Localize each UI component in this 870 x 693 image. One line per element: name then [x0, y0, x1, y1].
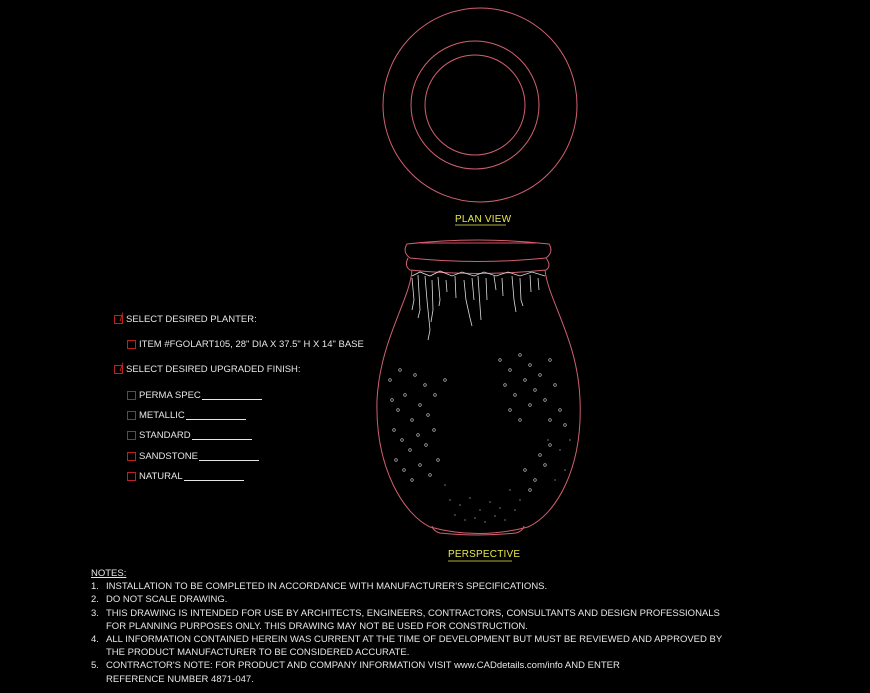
select-planter-checkbox[interactable] [114, 315, 123, 324]
finish-option-standard[interactable] [127, 430, 252, 441]
select-planter-label: SELECT DESIRED PLANTER: [126, 314, 257, 325]
fill-in-blank [186, 411, 246, 420]
finish-label: METALLIC [139, 410, 185, 421]
item-checkbox[interactable] [127, 340, 136, 349]
note-item: 5. CONTRACTOR'S NOTE: FOR PRODUCT AND COMPANY INFORMATION VISIT www.CADdetails.com/info AND ENTER REFERENCE NUMBER 4871-047. [91, 660, 620, 685]
finish-option-sandstone[interactable] [127, 451, 259, 462]
finish-option-natural[interactable] [127, 471, 244, 482]
note-item: 3. THIS DRAWING IS INTENDED FOR USE BY ARCHITECTS, ENGINEERS, CONTRACTORS, CONSULTANTS AND DESIGN PROFESSIONALS FOR PLANNING PURPOSES ONLY. THIS DRAWING MAY NOT BE USED FOR CONSTRUCTION. [91, 607, 720, 632]
finish-label: NATURAL [139, 471, 183, 482]
plan-inner-rim-circle [411, 41, 539, 169]
plan-view-drawing [383, 8, 577, 202]
standard-checkbox[interactable] [127, 431, 136, 440]
fill-in-blank [202, 391, 262, 400]
select-finish-label: SELECT DESIRED UPGRADED FINISH: [126, 364, 301, 375]
stone-speckle-texture [389, 354, 567, 492]
plan-opening-circle [425, 55, 525, 155]
fine-speckle-texture [444, 439, 570, 522]
fill-in-blank [192, 431, 252, 440]
finish-label: SANDSTONE [139, 451, 198, 462]
natural-checkbox[interactable] [127, 472, 136, 481]
fill-in-blank [184, 472, 244, 481]
select-finish-row[interactable] [114, 364, 301, 375]
note-item: 1. INSTALLATION TO BE COMPLETED IN ACCORDANCE WITH MANUFACTURER'S SPECIFICATIONS. [91, 581, 548, 593]
planter-body [377, 270, 580, 534]
metallic-checkbox[interactable] [127, 411, 136, 420]
sandstone-checkbox[interactable] [127, 452, 136, 461]
plan-outer-rim-circle [383, 8, 577, 202]
perspective-label: PERSPECTIVE [448, 549, 521, 560]
drip-glaze-detail [412, 271, 545, 340]
item-label: ITEM #FGOLART105, 28" DIA X 37.5" H X 14" BASE [139, 339, 364, 350]
perma-spec-checkbox[interactable] [127, 391, 136, 400]
note-item: 2. DO NOT SCALE DRAWING. [91, 594, 228, 606]
select-finish-checkbox[interactable] [114, 365, 123, 374]
finish-option-metallic[interactable] [127, 410, 246, 421]
note-item: 4. ALL INFORMATION CONTAINED HEREIN WAS CURRENT AT THE TIME OF DEVELOPMENT BUT MUST BE REVIEWED AND APPROVED BY THE PRODUCT MANUFACTURER TO BE CONSIDERED ACCURATE. [91, 634, 723, 659]
fill-in-blank [199, 452, 259, 461]
finish-label: PERMA SPEC [139, 390, 201, 401]
finish-option-perma-spec[interactable] [127, 390, 262, 401]
item-row[interactable] [127, 339, 364, 350]
notes-block [91, 567, 722, 686]
notes-title: NOTES: [91, 568, 127, 579]
select-planter-row[interactable] [114, 314, 257, 325]
finish-label: STANDARD [139, 430, 191, 441]
plan-view-label: PLAN VIEW [455, 214, 512, 225]
